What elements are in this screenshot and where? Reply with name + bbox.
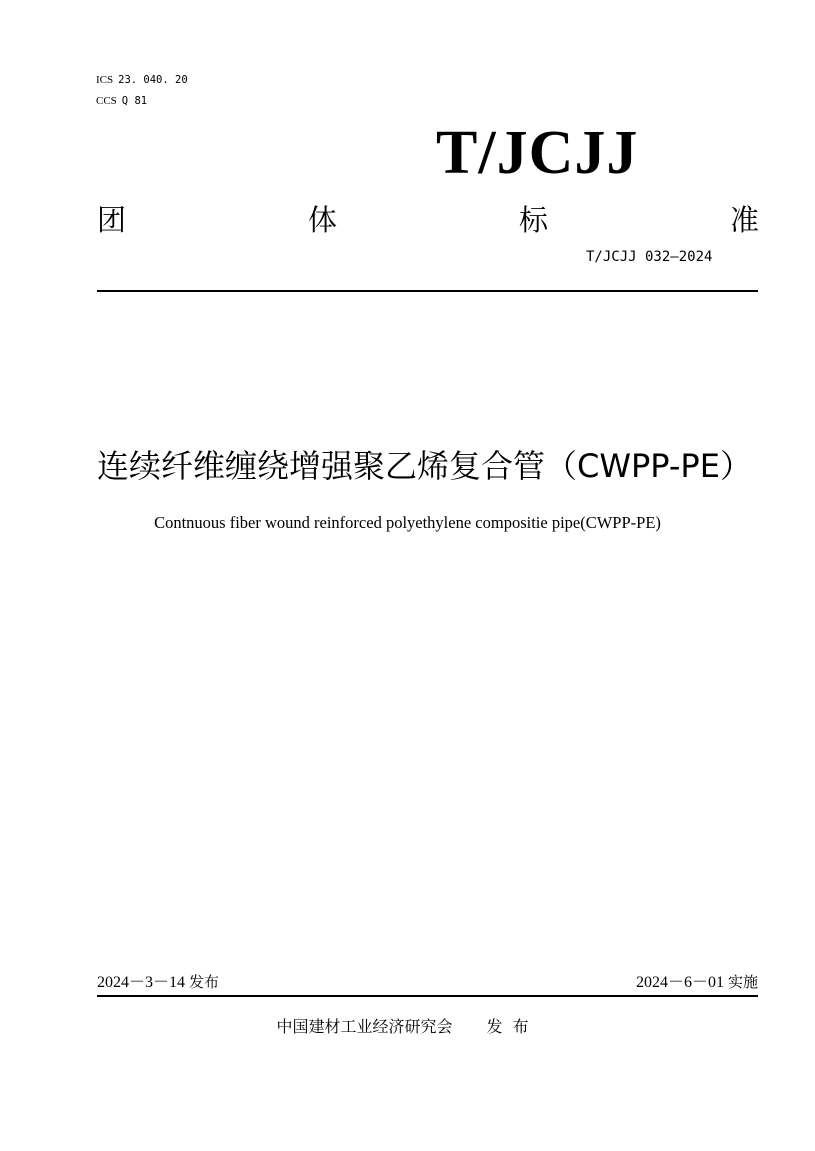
standard-code-logo: T/JCJJ <box>436 119 639 187</box>
standard-type-char-4: 准 <box>729 203 759 237</box>
standard-type-char-2: 体 <box>307 203 337 237</box>
standard-type-char-1: 团 <box>97 203 127 237</box>
ccs-code: Q 81 <box>121 95 148 107</box>
issue-date-line <box>97 971 219 994</box>
publisher-action: 发布 <box>486 1017 539 1036</box>
effective-date-line <box>636 971 758 994</box>
document-title-english: Contnuous fiber wound reinforced polyethylene compositie pipe(CWPP-PE) <box>154 513 661 532</box>
ics-code: 23. 040. 20 <box>118 74 188 86</box>
issue-label: 发布 <box>189 973 220 991</box>
ics-classification <box>96 73 188 87</box>
standard-type-heading <box>97 201 759 239</box>
issue-date: 2024－3－14 <box>97 974 186 991</box>
header-divider <box>97 290 758 292</box>
footer-divider <box>97 995 758 997</box>
effective-date: 2024－6－01 <box>635 974 724 991</box>
ccs-classification <box>96 94 147 108</box>
ccs-label: CCS <box>96 95 117 107</box>
ics-label: ICS <box>96 74 114 86</box>
effective-label: 实施 <box>727 973 758 991</box>
publisher-organization: 中国建材工业经济研究会 <box>276 1017 453 1036</box>
publisher-line <box>0 1015 815 1039</box>
document-title-chinese: 连续纤维缠绕增强聚乙烯复合管（CWPP-PE） <box>97 447 752 485</box>
standard-number: T/JCJJ 032—2024 <box>586 249 713 265</box>
standard-type-char-3: 标 <box>518 203 548 237</box>
